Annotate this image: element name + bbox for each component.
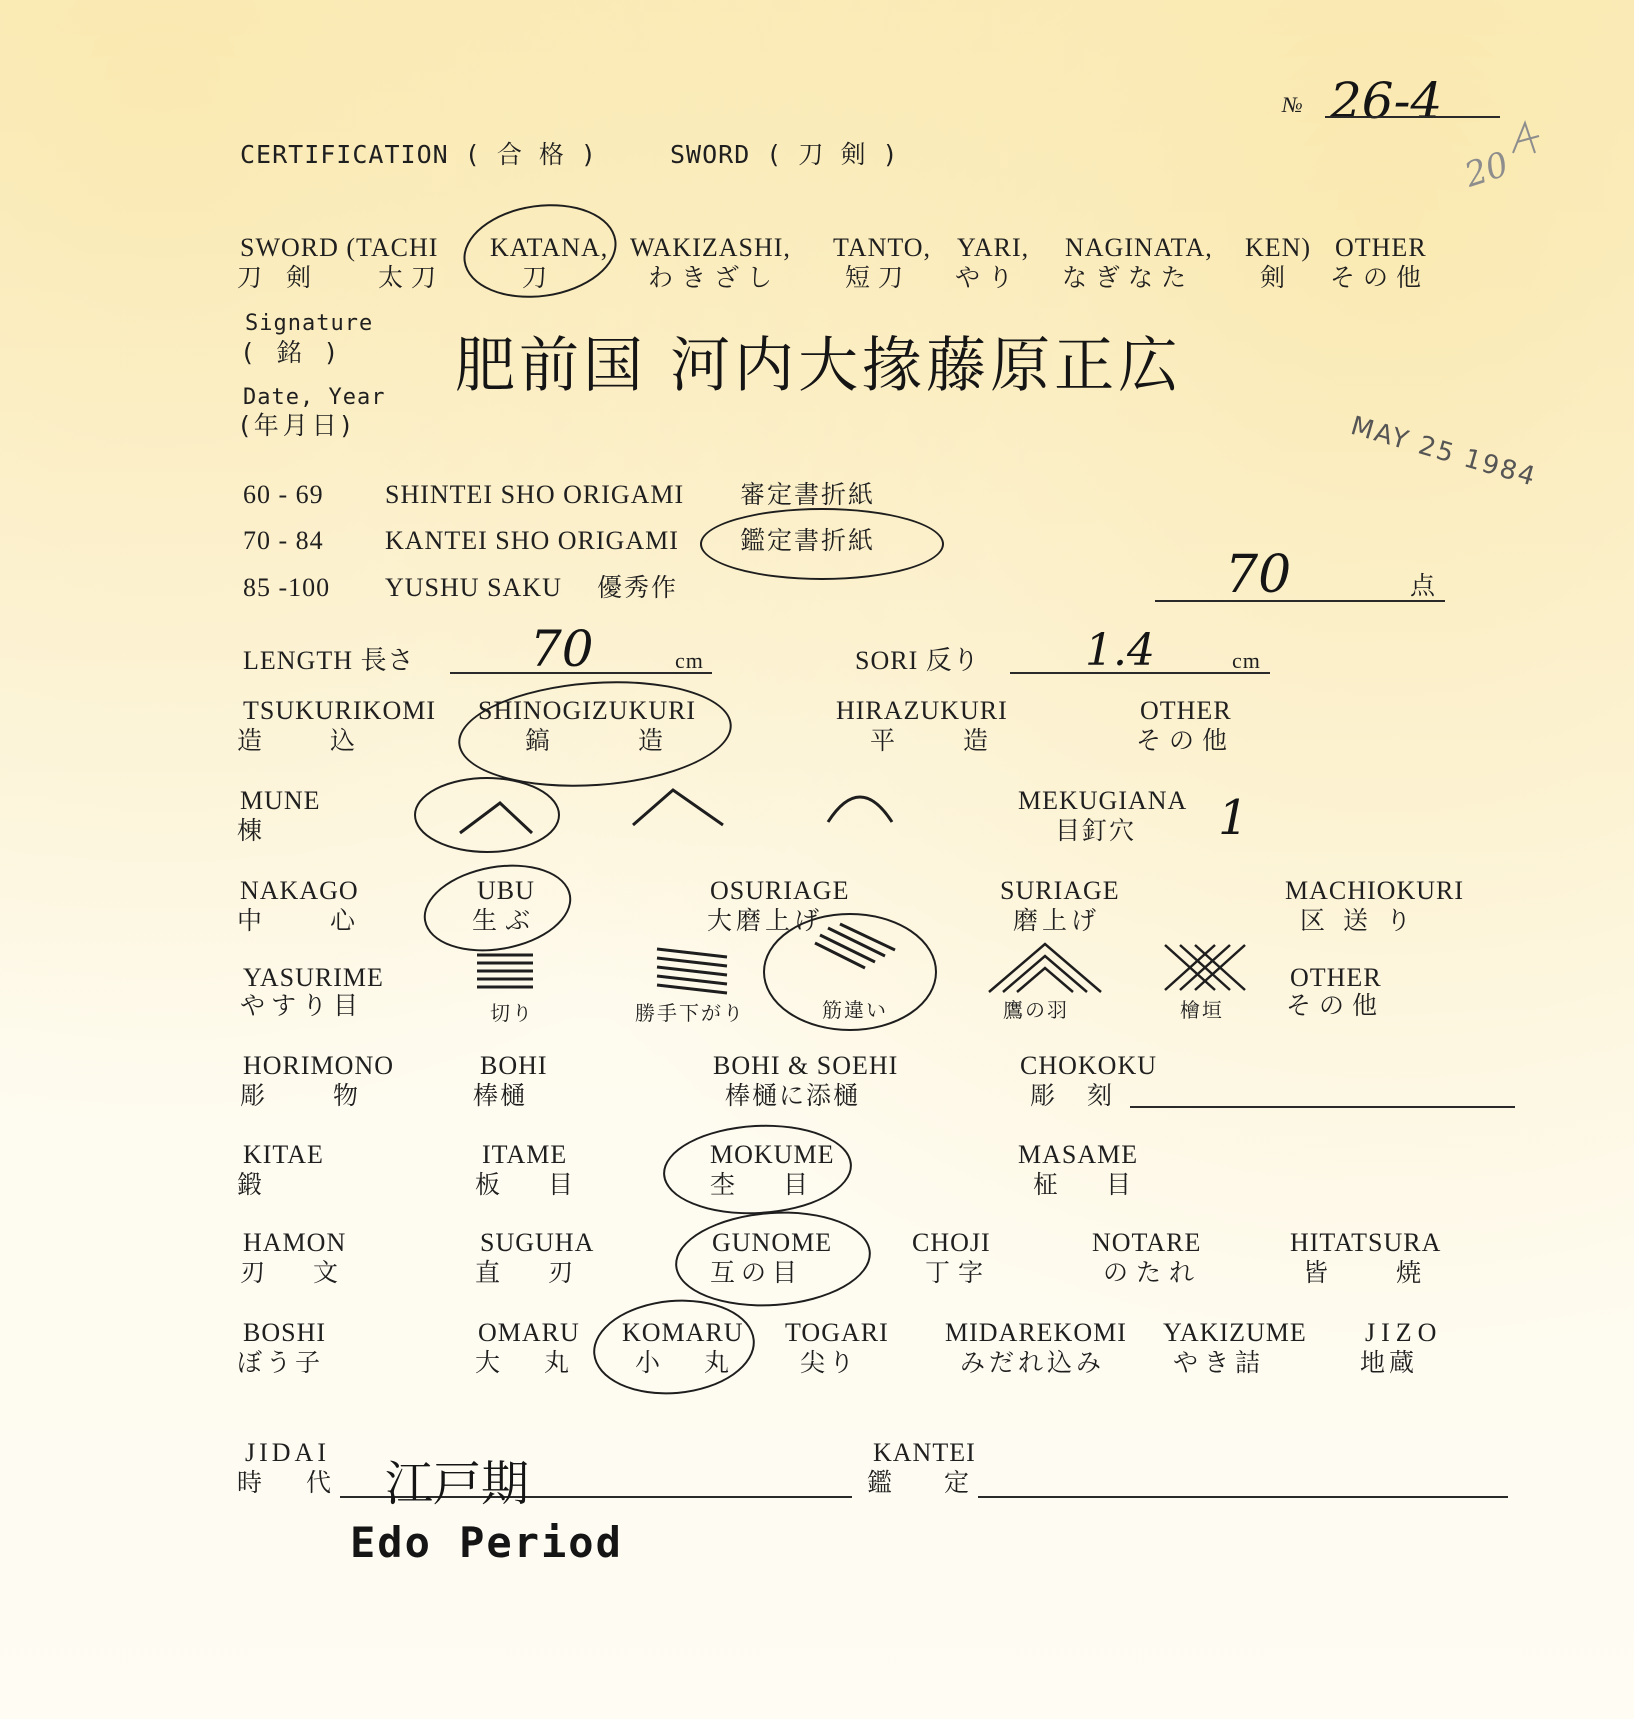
- grade-3-name: YUSHU SAKU: [385, 573, 562, 602]
- yasurime-label: YASURIME: [243, 963, 384, 992]
- horimono-bohi: BOHI: [480, 1051, 548, 1080]
- jidai-label-jp: 時 代: [237, 1468, 349, 1497]
- horimono-chokoku-jp: 彫 刻: [1030, 1081, 1124, 1110]
- boshi-omaru: OMARU: [478, 1318, 580, 1347]
- yasurime-higaki-icon: [1160, 940, 1250, 995]
- boshi-komaru: KOMARU: [622, 1318, 744, 1347]
- hamon-notare-jp: のたれ: [1103, 1258, 1203, 1287]
- nakago-ubu: UBU: [477, 876, 535, 905]
- sori-value: 1.4: [1085, 625, 1155, 676]
- hamon-gunome: GUNOME: [712, 1228, 833, 1257]
- score-unit: 点: [1410, 571, 1444, 600]
- grade-1-jp: 審定書折紙: [740, 480, 876, 509]
- yasurime-sujikai-jp: 筋違い: [822, 998, 888, 1022]
- pencil-number: 20: [1459, 144, 1514, 196]
- horimono-chokoku: CHOKOKU: [1020, 1051, 1157, 1080]
- sword-type-tachi-jp: 太刀: [378, 263, 445, 292]
- signature-label: Signature: [245, 311, 374, 336]
- horimono-bohi-soehi: BOHI & SOEHI: [713, 1051, 899, 1080]
- horimono-label: HORIMONO: [243, 1051, 394, 1080]
- boshi-togari-jp: 尖り: [800, 1348, 859, 1377]
- nakago-suriage-jp: 磨上げ: [1013, 906, 1101, 935]
- hamon-label: HAMON: [243, 1228, 347, 1257]
- tsukurikomi-label: TSUKURIKOMI: [243, 696, 436, 725]
- yasurime-other-jp: その他: [1286, 991, 1386, 1020]
- nakago-label: NAKAGO: [240, 876, 359, 905]
- mekugiana-label: MEKUGIANA: [1018, 786, 1188, 815]
- tsukurikomi-other: OTHER: [1140, 696, 1232, 725]
- nakago-suriage: SURIAGE: [1000, 876, 1120, 905]
- jidai-label: JIDAI: [245, 1438, 330, 1467]
- grade-selected-circle: [700, 508, 944, 580]
- boshi-jizo: JIZO: [1365, 1318, 1443, 1347]
- boshi-jizo-jp: 地蔵: [1360, 1348, 1419, 1377]
- nakago-osuriage: OSURIAGE: [710, 876, 850, 905]
- nakago-machiokuri-jp: 区送り: [1300, 906, 1430, 935]
- sword-type-ken: KEN): [1245, 233, 1312, 262]
- kitae-masame-jp: 柾 目: [1033, 1170, 1151, 1199]
- boshi-togari: TOGARI: [785, 1318, 889, 1347]
- hamon-choji-jp: 丁字: [925, 1258, 992, 1287]
- sword-type-katana: KATANA,: [490, 233, 609, 262]
- sword-type-other-jp: その他: [1330, 263, 1430, 292]
- length-value: 70: [530, 620, 594, 678]
- yasurime-takanoha-icon: [985, 940, 1105, 995]
- sword-type-wakizashi: WAKIZASHI,: [630, 233, 791, 262]
- sword-type-label: SWORD (TACHI: [240, 233, 439, 262]
- nakago-label-jp: 中 心: [237, 906, 385, 935]
- boshi-label: BOSHI: [243, 1318, 327, 1347]
- tsukurikomi-shinogizukuri: SHINOGIZUKURI: [478, 696, 697, 725]
- ubu-selected-circle: [417, 854, 578, 963]
- horimono-label-jp: 彫 物: [240, 1081, 388, 1110]
- pencil-mark-icon: [1505, 118, 1545, 158]
- sori-label: SORI 反り: [855, 646, 980, 675]
- length-label: LENGTH 長さ: [243, 646, 415, 675]
- signature-label-jp: ( 銘 ): [243, 338, 344, 367]
- yasurime-other: OTHER: [1290, 963, 1382, 992]
- tsukurikomi-shinogizukuri-jp: 鎬 造: [525, 726, 703, 755]
- kitae-itame: ITAME: [482, 1140, 568, 1169]
- title-sword: SWORD ( 刀 剣 ): [670, 140, 899, 169]
- gunome-selected-circle: [672, 1205, 874, 1312]
- kantei-label-jp: 鑑 定: [867, 1468, 991, 1497]
- score-underline: [1155, 600, 1445, 602]
- grade-2-name: KANTEI SHO ORIGAMI: [385, 526, 679, 555]
- sori-unit: cm: [1232, 648, 1261, 673]
- nakago-ubu-jp: 生ぶ: [472, 906, 539, 935]
- kitae-mokume: MOKUME: [710, 1140, 835, 1169]
- sword-type-yari-jp: やり: [955, 263, 1022, 292]
- sword-type-naginata-jp: なぎなた: [1062, 263, 1195, 292]
- mune-mitsu-icon: [628, 780, 728, 830]
- number-underline: [1325, 116, 1500, 118]
- kitae-label-jp: 鍛: [237, 1170, 271, 1199]
- tsukurikomi-hirazukuri-jp: 平 造: [870, 726, 1018, 755]
- boshi-yakizume-jp: やき詰: [1173, 1348, 1267, 1377]
- sword-type-other: OTHER: [1335, 233, 1427, 262]
- yasurime-kiri-icon: [475, 950, 535, 990]
- nakago-machiokuri: MACHIOKURI: [1285, 876, 1464, 905]
- hamon-hitatsura: HITATSURA: [1290, 1228, 1442, 1257]
- mune-label-jp: 棟: [237, 816, 271, 845]
- hamon-gunome-jp: 互の目: [710, 1258, 804, 1287]
- horimono-bohi-soehi-jp: 棒樋に添樋: [725, 1081, 861, 1110]
- sword-type-tanto-jp: 短刀: [845, 263, 912, 292]
- boshi-komaru-jp: 小 丸: [635, 1348, 747, 1377]
- tsukurikomi-other-jp: その他: [1136, 726, 1236, 755]
- date-label: Date, Year: [243, 385, 386, 410]
- komaru-selected-circle: [589, 1293, 759, 1401]
- hamon-suguha-jp: 直 刃: [475, 1258, 593, 1287]
- sword-type-yari: YARI,: [957, 233, 1030, 262]
- sword-type-naginata: NAGINATA,: [1065, 233, 1213, 262]
- tsukurikomi-label-jp: 造 込: [237, 726, 385, 755]
- jidai-translation: Edo Period: [350, 1518, 623, 1567]
- chokoku-underline: [1130, 1106, 1515, 1108]
- yasurime-katteshitagari-icon: [655, 945, 730, 995]
- hamon-choji: CHOJI: [912, 1228, 991, 1257]
- nakago-osuriage-jp: 大磨上げ: [707, 906, 824, 935]
- kitae-mokume-jp: 杢 目: [710, 1170, 828, 1199]
- kitae-label: KITAE: [243, 1140, 324, 1169]
- yasurime-takanoha-jp: 鷹の羽: [1003, 998, 1069, 1022]
- length-unit: cm: [675, 648, 704, 673]
- mekugiana-value: 1: [1218, 790, 1249, 846]
- hamon-notare: NOTARE: [1092, 1228, 1202, 1257]
- mune-maru-icon: [820, 780, 900, 830]
- yasurime-label-jp: やすり目: [240, 991, 365, 1020]
- date-stamp: MAY 25 1984: [1347, 411, 1540, 493]
- sword-type-label-jp: 刀 剣: [237, 263, 319, 292]
- kantei-underline: [978, 1496, 1508, 1498]
- yasurime-kiri-jp: 切り: [490, 1001, 534, 1025]
- boshi-omaru-jp: 大 丸: [475, 1348, 587, 1377]
- horimono-bohi-jp: 棒樋: [473, 1081, 528, 1110]
- score-value: 70: [1225, 545, 1292, 605]
- kitae-itame-jp: 板 目: [475, 1170, 593, 1199]
- sword-type-wakizashi-jp: わきざし: [648, 263, 781, 292]
- kantei-label: KANTEI: [873, 1438, 976, 1467]
- mokume-selected-circle: [661, 1120, 854, 1219]
- yasurime-katteshitagari-jp: 勝手下がり: [635, 1001, 745, 1025]
- boshi-midarekomi-jp: みだれ込み: [960, 1348, 1106, 1377]
- yasurime-higaki-jp: 檜垣: [1180, 998, 1224, 1022]
- signature-value: 肥前国 河内大掾藤原正広: [455, 331, 1183, 401]
- boshi-midarekomi: MIDAREKOMI: [945, 1318, 1127, 1347]
- number-value: 26-4: [1330, 72, 1443, 130]
- grade-2-range: 70 - 84: [243, 526, 324, 555]
- katana-selected-circle: [457, 195, 622, 308]
- mune-iori-icon: [412, 775, 562, 855]
- title-certification: CERTIFICATION ( 合 格 ): [240, 140, 597, 169]
- boshi-label-jp: ぼう子: [237, 1348, 325, 1377]
- hamon-suguha: SUGUHA: [480, 1228, 595, 1257]
- grade-1-range: 60 - 69: [243, 480, 324, 509]
- sword-type-katana-jp: 刀: [522, 263, 556, 292]
- tsukurikomi-hirazukuri: HIRAZUKURI: [836, 696, 1008, 725]
- date-label-jp: (年月日): [240, 411, 355, 440]
- mune-label: MUNE: [240, 786, 321, 815]
- boshi-yakizume: YAKIZUME: [1163, 1318, 1307, 1347]
- grade-2-jp: 鑑定書折紙: [740, 526, 876, 555]
- sword-type-tanto: TANTO,: [833, 233, 932, 262]
- hamon-hitatsura-jp: 皆 焼: [1303, 1258, 1451, 1287]
- mekugiana-label-jp: 目釘穴: [1055, 816, 1137, 845]
- number-prefix: №: [1282, 92, 1304, 117]
- jidai-value: 江戸期: [385, 1456, 530, 1512]
- kitae-masame: MASAME: [1018, 1140, 1139, 1169]
- sword-type-ken-jp: 剣: [1260, 263, 1294, 292]
- hamon-label-jp: 刃 文: [240, 1258, 358, 1287]
- grade-3-range: 85 -100: [243, 573, 331, 602]
- grade-1-name: SHINTEI SHO ORIGAMI: [385, 480, 685, 509]
- grade-3-jp: 優秀作: [597, 573, 679, 602]
